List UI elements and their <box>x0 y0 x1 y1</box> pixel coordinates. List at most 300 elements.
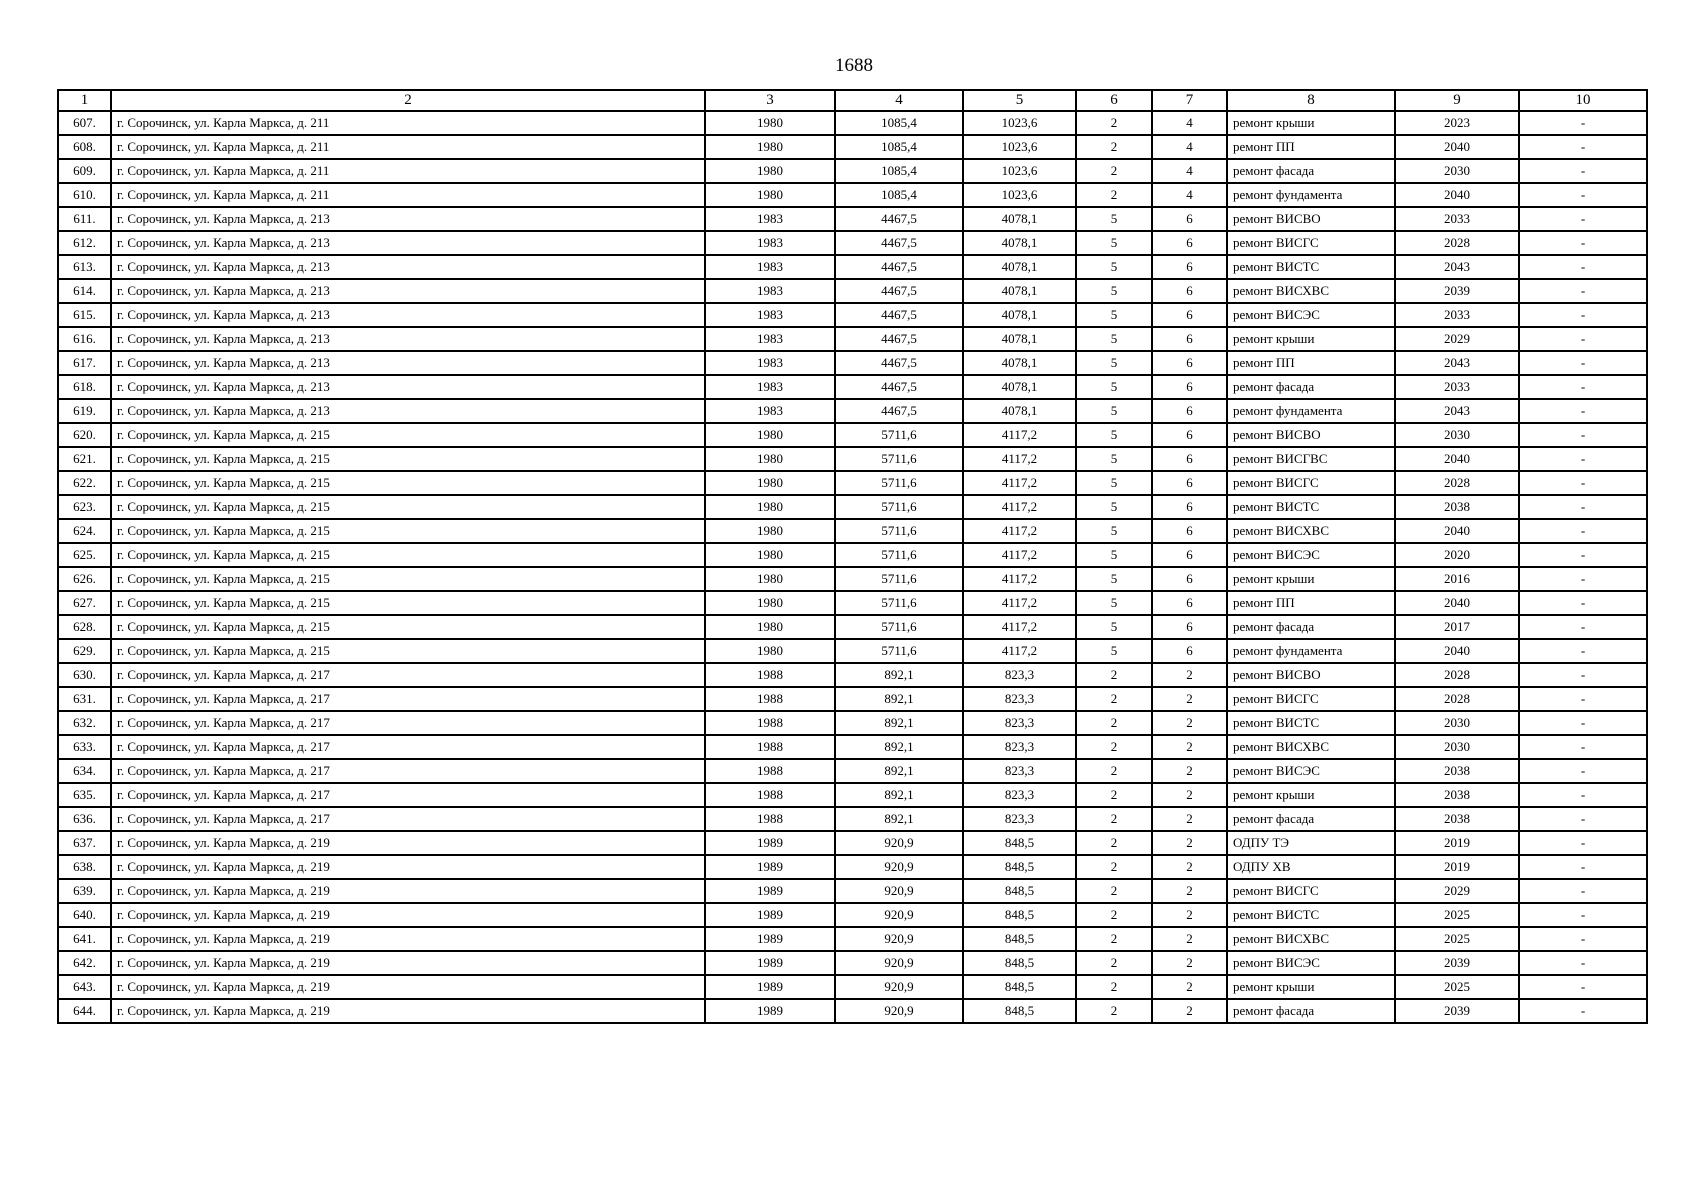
cell-work-type: ремонт ВИСТС <box>1227 711 1395 735</box>
cell-row-number: 627. <box>58 591 111 615</box>
table-row <box>58 327 1647 351</box>
cell-address: г. Сорочинск, ул. Карла Маркса, д. 213 <box>111 351 705 375</box>
cell-year-built: 1988 <box>705 711 835 735</box>
cell-note: - <box>1519 111 1647 135</box>
column-header-3: 3 <box>705 90 835 111</box>
cell-floors: 5 <box>1076 567 1152 591</box>
cell-year-built: 1980 <box>705 591 835 615</box>
cell-total-area: 892,1 <box>835 663 963 687</box>
table-row <box>58 759 1647 783</box>
table-row <box>58 975 1647 999</box>
cell-address: г. Сорочинск, ул. Карла Маркса, д. 217 <box>111 687 705 711</box>
cell-entrances: 2 <box>1152 687 1227 711</box>
cell-note: - <box>1519 447 1647 471</box>
cell-work-type: ремонт ВИСЭС <box>1227 543 1395 567</box>
cell-total-area: 1085,4 <box>835 111 963 135</box>
cell-entrances: 6 <box>1152 471 1227 495</box>
cell-address: г. Сорочинск, ул. Карла Маркса, д. 215 <box>111 471 705 495</box>
cell-row-number: 620. <box>58 423 111 447</box>
cell-total-area: 920,9 <box>835 855 963 879</box>
cell-address: г. Сорочинск, ул. Карла Маркса, д. 215 <box>111 591 705 615</box>
cell-floors: 5 <box>1076 351 1152 375</box>
cell-floors: 5 <box>1076 639 1152 663</box>
cell-total-area: 4467,5 <box>835 351 963 375</box>
cell-total-area: 920,9 <box>835 831 963 855</box>
cell-row-number: 626. <box>58 567 111 591</box>
cell-work-type: ремонт ВИСГВС <box>1227 447 1395 471</box>
cell-living-area: 4078,1 <box>963 231 1076 255</box>
cell-row-number: 612. <box>58 231 111 255</box>
cell-floors: 5 <box>1076 399 1152 423</box>
cell-note: - <box>1519 255 1647 279</box>
header-row <box>58 90 1647 111</box>
cell-address: г. Сорочинск, ул. Карла Маркса, д. 215 <box>111 639 705 663</box>
cell-row-number: 638. <box>58 855 111 879</box>
cell-living-area: 1023,6 <box>963 111 1076 135</box>
cell-entrances: 2 <box>1152 783 1227 807</box>
cell-address: г. Сорочинск, ул. Карла Маркса, д. 217 <box>111 807 705 831</box>
cell-entrances: 6 <box>1152 495 1227 519</box>
cell-note: - <box>1519 663 1647 687</box>
cell-total-area: 920,9 <box>835 975 963 999</box>
cell-address: г. Сорочинск, ул. Карла Маркса, д. 215 <box>111 543 705 567</box>
cell-floors: 5 <box>1076 447 1152 471</box>
cell-planned-year: 2023 <box>1395 111 1519 135</box>
cell-floors: 2 <box>1076 927 1152 951</box>
cell-entrances: 6 <box>1152 423 1227 447</box>
table-row <box>58 279 1647 303</box>
cell-year-built: 1980 <box>705 183 835 207</box>
table-row <box>58 111 1647 135</box>
cell-total-area: 1085,4 <box>835 135 963 159</box>
cell-note: - <box>1519 279 1647 303</box>
cell-note: - <box>1519 687 1647 711</box>
cell-entrances: 2 <box>1152 879 1227 903</box>
cell-address: г. Сорочинск, ул. Карла Маркса, д. 215 <box>111 447 705 471</box>
cell-planned-year: 2038 <box>1395 495 1519 519</box>
cell-note: - <box>1519 639 1647 663</box>
cell-work-type: ремонт фасада <box>1227 375 1395 399</box>
cell-living-area: 4078,1 <box>963 399 1076 423</box>
cell-floors: 5 <box>1076 375 1152 399</box>
table-row <box>58 615 1647 639</box>
cell-work-type: ремонт фундамента <box>1227 399 1395 423</box>
column-header-9: 9 <box>1395 90 1519 111</box>
cell-row-number: 614. <box>58 279 111 303</box>
cell-row-number: 610. <box>58 183 111 207</box>
cell-total-area: 5711,6 <box>835 639 963 663</box>
cell-row-number: 628. <box>58 615 111 639</box>
cell-work-type: ремонт ПП <box>1227 591 1395 615</box>
cell-floors: 2 <box>1076 999 1152 1023</box>
cell-row-number: 611. <box>58 207 111 231</box>
cell-note: - <box>1519 471 1647 495</box>
cell-row-number: 617. <box>58 351 111 375</box>
cell-work-type: ремонт фасада <box>1227 615 1395 639</box>
cell-floors: 2 <box>1076 135 1152 159</box>
cell-address: г. Сорочинск, ул. Карла Маркса, д. 213 <box>111 303 705 327</box>
cell-note: - <box>1519 879 1647 903</box>
column-header-7: 7 <box>1152 90 1227 111</box>
cell-note: - <box>1519 951 1647 975</box>
cell-living-area: 4117,2 <box>963 567 1076 591</box>
cell-work-type: ремонт ВИСЭС <box>1227 303 1395 327</box>
cell-work-type: ремонт ВИСХВС <box>1227 519 1395 543</box>
cell-work-type: ремонт крыши <box>1227 783 1395 807</box>
cell-entrances: 4 <box>1152 183 1227 207</box>
cell-row-number: 615. <box>58 303 111 327</box>
cell-floors: 2 <box>1076 759 1152 783</box>
cell-row-number: 629. <box>58 639 111 663</box>
table-row <box>58 447 1647 471</box>
cell-address: г. Сорочинск, ул. Карла Маркса, д. 217 <box>111 711 705 735</box>
cell-row-number: 644. <box>58 999 111 1023</box>
cell-total-area: 1085,4 <box>835 183 963 207</box>
cell-address: г. Сорочинск, ул. Карла Маркса, д. 211 <box>111 183 705 207</box>
cell-living-area: 4078,1 <box>963 279 1076 303</box>
cell-floors: 2 <box>1076 735 1152 759</box>
table-row <box>58 663 1647 687</box>
cell-work-type: ремонт ВИСХВС <box>1227 735 1395 759</box>
cell-year-built: 1989 <box>705 975 835 999</box>
cell-row-number: 618. <box>58 375 111 399</box>
table-row <box>58 519 1647 543</box>
cell-entrances: 2 <box>1152 975 1227 999</box>
cell-living-area: 4117,2 <box>963 591 1076 615</box>
cell-work-type: ремонт ВИСВО <box>1227 663 1395 687</box>
cell-planned-year: 2030 <box>1395 735 1519 759</box>
cell-total-area: 5711,6 <box>835 591 963 615</box>
cell-planned-year: 2029 <box>1395 327 1519 351</box>
cell-living-area: 823,3 <box>963 711 1076 735</box>
table-row <box>58 783 1647 807</box>
cell-work-type: ремонт ВИСХВС <box>1227 927 1395 951</box>
cell-floors: 2 <box>1076 951 1152 975</box>
cell-note: - <box>1519 807 1647 831</box>
cell-address: г. Сорочинск, ул. Карла Маркса, д. 215 <box>111 423 705 447</box>
cell-entrances: 2 <box>1152 951 1227 975</box>
cell-entrances: 6 <box>1152 543 1227 567</box>
cell-floors: 2 <box>1076 783 1152 807</box>
cell-total-area: 892,1 <box>835 687 963 711</box>
cell-floors: 2 <box>1076 807 1152 831</box>
cell-entrances: 6 <box>1152 519 1227 543</box>
cell-year-built: 1983 <box>705 207 835 231</box>
table-row <box>58 687 1647 711</box>
cell-address: г. Сорочинск, ул. Карла Маркса, д. 213 <box>111 231 705 255</box>
cell-total-area: 892,1 <box>835 735 963 759</box>
cell-year-built: 1983 <box>705 351 835 375</box>
cell-living-area: 823,3 <box>963 687 1076 711</box>
cell-floors: 5 <box>1076 423 1152 447</box>
cell-floors: 2 <box>1076 855 1152 879</box>
cell-living-area: 848,5 <box>963 999 1076 1023</box>
cell-living-area: 823,3 <box>963 759 1076 783</box>
cell-year-built: 1989 <box>705 927 835 951</box>
cell-row-number: 634. <box>58 759 111 783</box>
cell-total-area: 5711,6 <box>835 471 963 495</box>
cell-row-number: 619. <box>58 399 111 423</box>
table-row <box>58 855 1647 879</box>
cell-year-built: 1988 <box>705 687 835 711</box>
table-row <box>58 879 1647 903</box>
cell-planned-year: 2039 <box>1395 279 1519 303</box>
cell-living-area: 4117,2 <box>963 471 1076 495</box>
cell-floors: 2 <box>1076 831 1152 855</box>
cell-address: г. Сорочинск, ул. Карла Маркса, д. 215 <box>111 519 705 543</box>
cell-total-area: 920,9 <box>835 903 963 927</box>
cell-total-area: 4467,5 <box>835 399 963 423</box>
cell-row-number: 616. <box>58 327 111 351</box>
cell-row-number: 639. <box>58 879 111 903</box>
page-number: 1688 <box>835 55 873 76</box>
cell-note: - <box>1519 543 1647 567</box>
cell-total-area: 4467,5 <box>835 231 963 255</box>
cell-entrances: 2 <box>1152 855 1227 879</box>
cell-work-type: ремонт фундамента <box>1227 639 1395 663</box>
cell-planned-year: 2028 <box>1395 687 1519 711</box>
table-row <box>58 903 1647 927</box>
cell-total-area: 4467,5 <box>835 303 963 327</box>
cell-work-type: ремонт ВИСТС <box>1227 495 1395 519</box>
cell-entrances: 2 <box>1152 831 1227 855</box>
cell-planned-year: 2039 <box>1395 999 1519 1023</box>
cell-living-area: 4078,1 <box>963 351 1076 375</box>
cell-floors: 5 <box>1076 303 1152 327</box>
cell-year-built: 1983 <box>705 399 835 423</box>
cell-address: г. Сорочинск, ул. Карла Маркса, д. 217 <box>111 759 705 783</box>
cell-note: - <box>1519 375 1647 399</box>
cell-total-area: 5711,6 <box>835 543 963 567</box>
cell-row-number: 637. <box>58 831 111 855</box>
table-row <box>58 471 1647 495</box>
cell-living-area: 848,5 <box>963 951 1076 975</box>
cell-note: - <box>1519 135 1647 159</box>
cell-note: - <box>1519 231 1647 255</box>
cell-floors: 2 <box>1076 687 1152 711</box>
cell-planned-year: 2043 <box>1395 351 1519 375</box>
cell-planned-year: 2040 <box>1395 183 1519 207</box>
cell-note: - <box>1519 399 1647 423</box>
cell-row-number: 623. <box>58 495 111 519</box>
cell-planned-year: 2030 <box>1395 711 1519 735</box>
cell-note: - <box>1519 975 1647 999</box>
cell-floors: 2 <box>1076 183 1152 207</box>
cell-entrances: 6 <box>1152 303 1227 327</box>
table-row <box>58 735 1647 759</box>
cell-living-area: 848,5 <box>963 855 1076 879</box>
cell-floors: 5 <box>1076 591 1152 615</box>
table-row <box>58 135 1647 159</box>
cell-work-type: ремонт ВИСТС <box>1227 903 1395 927</box>
cell-floors: 5 <box>1076 543 1152 567</box>
cell-row-number: 630. <box>58 663 111 687</box>
cell-living-area: 823,3 <box>963 663 1076 687</box>
cell-planned-year: 2028 <box>1395 471 1519 495</box>
cell-entrances: 6 <box>1152 567 1227 591</box>
cell-address: г. Сорочинск, ул. Карла Маркса, д. 213 <box>111 207 705 231</box>
cell-year-built: 1980 <box>705 111 835 135</box>
table-body <box>58 111 1647 1023</box>
cell-work-type: ремонт фасада <box>1227 807 1395 831</box>
cell-floors: 2 <box>1076 903 1152 927</box>
cell-planned-year: 2028 <box>1395 231 1519 255</box>
cell-row-number: 622. <box>58 471 111 495</box>
cell-total-area: 4467,5 <box>835 207 963 231</box>
cell-work-type: ремонт ВИСГС <box>1227 879 1395 903</box>
cell-row-number: 631. <box>58 687 111 711</box>
cell-work-type: ремонт ВИСГС <box>1227 231 1395 255</box>
cell-year-built: 1983 <box>705 375 835 399</box>
cell-work-type: ремонт ВИСЭС <box>1227 759 1395 783</box>
cell-address: г. Сорочинск, ул. Карла Маркса, д. 217 <box>111 735 705 759</box>
cell-living-area: 848,5 <box>963 879 1076 903</box>
cell-floors: 5 <box>1076 615 1152 639</box>
cell-address: г. Сорочинск, ул. Карла Маркса, д. 217 <box>111 663 705 687</box>
cell-work-type: ОДПУ ТЭ <box>1227 831 1395 855</box>
table-row <box>58 999 1647 1023</box>
cell-year-built: 1988 <box>705 807 835 831</box>
cell-note: - <box>1519 303 1647 327</box>
cell-work-type: ремонт фасада <box>1227 159 1395 183</box>
cell-living-area: 4117,2 <box>963 615 1076 639</box>
cell-entrances: 6 <box>1152 615 1227 639</box>
cell-address: г. Сорочинск, ул. Карла Маркса, д. 219 <box>111 999 705 1023</box>
cell-planned-year: 2033 <box>1395 375 1519 399</box>
cell-year-built: 1980 <box>705 543 835 567</box>
cell-entrances: 4 <box>1152 111 1227 135</box>
cell-planned-year: 2019 <box>1395 831 1519 855</box>
cell-entrances: 6 <box>1152 207 1227 231</box>
cell-note: - <box>1519 735 1647 759</box>
cell-entrances: 6 <box>1152 327 1227 351</box>
cell-entrances: 6 <box>1152 279 1227 303</box>
cell-year-built: 1980 <box>705 567 835 591</box>
cell-address: г. Сорочинск, ул. Карла Маркса, д. 219 <box>111 975 705 999</box>
column-header-2: 2 <box>111 90 705 111</box>
cell-year-built: 1980 <box>705 495 835 519</box>
cell-planned-year: 2040 <box>1395 135 1519 159</box>
cell-year-built: 1980 <box>705 135 835 159</box>
cell-note: - <box>1519 327 1647 351</box>
cell-year-built: 1988 <box>705 735 835 759</box>
cell-total-area: 892,1 <box>835 759 963 783</box>
cell-living-area: 4117,2 <box>963 447 1076 471</box>
cell-floors: 5 <box>1076 495 1152 519</box>
cell-work-type: ремонт фасада <box>1227 999 1395 1023</box>
cell-floors: 5 <box>1076 207 1152 231</box>
cell-total-area: 892,1 <box>835 807 963 831</box>
cell-total-area: 5711,6 <box>835 567 963 591</box>
cell-planned-year: 2043 <box>1395 399 1519 423</box>
cell-note: - <box>1519 159 1647 183</box>
cell-planned-year: 2038 <box>1395 759 1519 783</box>
table-row <box>58 567 1647 591</box>
cell-entrances: 2 <box>1152 735 1227 759</box>
repair-schedule-table <box>57 89 1648 1024</box>
cell-planned-year: 2040 <box>1395 639 1519 663</box>
table-row <box>58 711 1647 735</box>
cell-year-built: 1989 <box>705 903 835 927</box>
cell-total-area: 892,1 <box>835 711 963 735</box>
table-row <box>58 951 1647 975</box>
cell-work-type: ремонт ВИСТС <box>1227 255 1395 279</box>
cell-floors: 5 <box>1076 519 1152 543</box>
cell-note: - <box>1519 927 1647 951</box>
cell-planned-year: 2040 <box>1395 591 1519 615</box>
cell-work-type: ремонт фундамента <box>1227 183 1395 207</box>
cell-planned-year: 2038 <box>1395 783 1519 807</box>
cell-entrances: 6 <box>1152 591 1227 615</box>
cell-work-type: ремонт ВИСХВС <box>1227 279 1395 303</box>
cell-year-built: 1988 <box>705 663 835 687</box>
table-row <box>58 543 1647 567</box>
cell-row-number: 607. <box>58 111 111 135</box>
cell-row-number: 636. <box>58 807 111 831</box>
cell-floors: 2 <box>1076 663 1152 687</box>
cell-address: г. Сорочинск, ул. Карла Маркса, д. 211 <box>111 111 705 135</box>
cell-note: - <box>1519 519 1647 543</box>
cell-planned-year: 2019 <box>1395 855 1519 879</box>
cell-work-type: ремонт ВИСГС <box>1227 471 1395 495</box>
cell-total-area: 892,1 <box>835 783 963 807</box>
cell-address: г. Сорочинск, ул. Карла Маркса, д. 211 <box>111 135 705 159</box>
cell-living-area: 848,5 <box>963 927 1076 951</box>
cell-address: г. Сорочинск, ул. Карла Маркса, д. 213 <box>111 399 705 423</box>
cell-year-built: 1983 <box>705 303 835 327</box>
table-row <box>58 231 1647 255</box>
cell-planned-year: 2043 <box>1395 255 1519 279</box>
cell-address: г. Сорочинск, ул. Карла Маркса, д. 217 <box>111 783 705 807</box>
column-header-5: 5 <box>963 90 1076 111</box>
cell-living-area: 848,5 <box>963 975 1076 999</box>
cell-note: - <box>1519 615 1647 639</box>
cell-work-type: ремонт ВИСЭС <box>1227 951 1395 975</box>
cell-total-area: 920,9 <box>835 999 963 1023</box>
cell-entrances: 6 <box>1152 375 1227 399</box>
cell-year-built: 1989 <box>705 855 835 879</box>
cell-planned-year: 2030 <box>1395 159 1519 183</box>
cell-entrances: 2 <box>1152 663 1227 687</box>
cell-note: - <box>1519 567 1647 591</box>
cell-living-area: 4117,2 <box>963 423 1076 447</box>
table-row <box>58 807 1647 831</box>
cell-work-type: ремонт ПП <box>1227 135 1395 159</box>
cell-work-type: ремонт крыши <box>1227 327 1395 351</box>
cell-work-type: ремонт крыши <box>1227 567 1395 591</box>
cell-entrances: 6 <box>1152 231 1227 255</box>
cell-year-built: 1980 <box>705 159 835 183</box>
cell-living-area: 1023,6 <box>963 159 1076 183</box>
table-row <box>58 375 1647 399</box>
cell-row-number: 640. <box>58 903 111 927</box>
cell-year-built: 1983 <box>705 231 835 255</box>
cell-work-type: ремонт крыши <box>1227 111 1395 135</box>
cell-address: г. Сорочинск, ул. Карла Маркса, д. 213 <box>111 279 705 303</box>
cell-planned-year: 2025 <box>1395 903 1519 927</box>
cell-planned-year: 2040 <box>1395 519 1519 543</box>
cell-row-number: 608. <box>58 135 111 159</box>
cell-year-built: 1989 <box>705 951 835 975</box>
cell-entrances: 6 <box>1152 399 1227 423</box>
cell-note: - <box>1519 183 1647 207</box>
cell-note: - <box>1519 999 1647 1023</box>
cell-floors: 2 <box>1076 159 1152 183</box>
cell-row-number: 632. <box>58 711 111 735</box>
column-header-4: 4 <box>835 90 963 111</box>
cell-total-area: 5711,6 <box>835 423 963 447</box>
cell-living-area: 4078,1 <box>963 327 1076 351</box>
